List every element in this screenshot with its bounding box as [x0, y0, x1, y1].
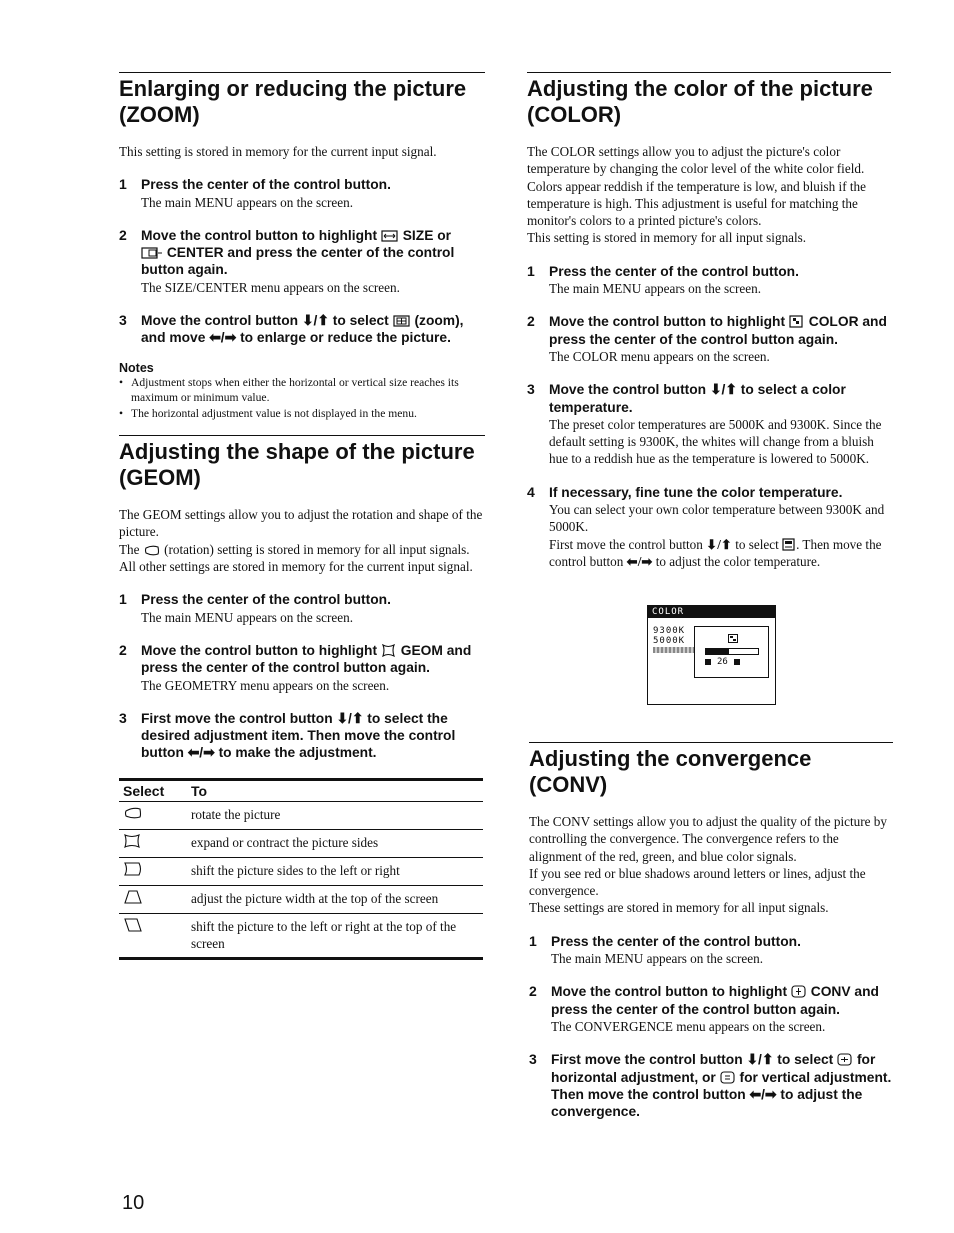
note-item: • The horizontal adjustment value is not displayed in the menu. — [119, 406, 485, 422]
step-number: 3 — [119, 312, 127, 329]
conv-step-1 — [529, 933, 893, 968]
step-heading-part: for horizontal adjustment, or — [551, 1052, 876, 1085]
zoom-title: Enlarging or reducing the picture (ZOOM) — [119, 76, 467, 127]
step-number: 4 — [527, 483, 535, 500]
step-text: The main MENU appears on the screen. — [141, 194, 354, 210]
step-heading-part: for vertical adjustment. Then move the control button — [551, 1069, 892, 1102]
conv-section — [529, 742, 893, 798]
osd-option: 5000K — [653, 636, 686, 646]
left-right-arrow-icon: ⬅/➡ — [187, 745, 215, 761]
geom-intro-2 — [119, 541, 485, 576]
step-heading-part: Move the control button to highlight — [549, 314, 786, 330]
step-number: 2 — [529, 983, 537, 1000]
step-heading: Press the center of the control button. — [141, 177, 391, 193]
osd-option: 9300K — [653, 626, 686, 636]
osd-value-row — [705, 657, 740, 667]
step-text-part: to select — [735, 536, 779, 552]
zoom-step-2 — [119, 227, 485, 296]
step-text-part: to adjust the color temperature. — [655, 553, 821, 569]
geom-section — [119, 435, 485, 491]
conv-intro-2: If you see red or blue shadows around letters or lines, adjust the convergence. — [529, 865, 866, 899]
step-number: 1 — [119, 591, 127, 608]
conv-step-2 — [529, 983, 893, 1035]
pin-balance-icon — [123, 862, 143, 876]
horizontal-conv-icon — [837, 1053, 853, 1066]
step-heading-part: to enlarge or reduce the picture. — [240, 330, 451, 346]
step-heading: Press the center of the control button. — [141, 592, 391, 608]
color-step-1 — [527, 263, 891, 298]
color-step-2 — [527, 313, 891, 365]
geom-intro: The GEOM settings allow you to adjust the rotation and shape of the picture. — [119, 507, 483, 540]
step-heading-part: Move the control button — [549, 382, 707, 398]
table-row — [119, 801, 483, 829]
step-heading-part: Move the control button to highlight — [551, 984, 788, 1000]
pincushion-icon — [123, 834, 143, 848]
trapezoid-icon — [123, 890, 143, 904]
step-number: 2 — [119, 226, 127, 243]
left-right-arrow-icon: ⬅/➡ — [209, 330, 237, 346]
table-cell: shift the picture sides to the left or right — [187, 857, 483, 885]
table-cell: adjust the picture width at the top of the screen — [187, 885, 483, 913]
color-menu-illustration — [647, 605, 776, 705]
step-heading — [141, 312, 485, 347]
zoom-intro: This setting is stored in memory for the current input signal. — [119, 144, 437, 159]
zoom-section — [119, 72, 485, 128]
color-step-3 — [527, 381, 891, 467]
color-icon — [789, 315, 805, 328]
size-icon — [381, 230, 399, 242]
table-row — [119, 829, 483, 857]
geom-step-2 — [119, 642, 485, 694]
step-text: The CONVERGENCE menu appears on the screen. — [551, 1018, 826, 1034]
geom-step-1 — [119, 591, 485, 626]
geom-title: Adjusting the shape of the picture (GEOM) — [119, 439, 475, 491]
osd-slider — [705, 648, 759, 655]
step-number: 1 — [527, 262, 535, 279]
step-text: The SIZE/CENTER menu appears on the screen. — [141, 279, 400, 295]
step-number: 3 — [529, 1051, 537, 1068]
conv-intro: The CONV settings allow you to adjust the quality of the picture by controlling the convergence. The convergence refers to the alignment of the red, green, and blue color signals. — [529, 814, 887, 864]
down-up-arrow-icon: ⬇/⬆ — [301, 313, 329, 329]
color-step-4 — [527, 484, 891, 570]
step-heading-part: to select a color temperature. — [549, 382, 846, 415]
step-text: The main MENU appears on the screen. — [551, 951, 764, 967]
step-text-part: First move the control button — [549, 536, 703, 552]
down-up-arrow-icon: ⬇/⬆ — [709, 382, 737, 398]
step-text: The preset color temperatures are 5000K and 9300K. Since the default setting is 9300K, the whites will change from a bluish hue to a reddish hue as the temperature is lowered to 5000K. — [549, 416, 882, 467]
step-text: The GEOMETRY menu appears on the screen. — [141, 677, 390, 693]
osd-minus-icon — [705, 659, 711, 665]
table-header-to: To — [187, 779, 483, 801]
osd-value: 26 — [717, 657, 728, 667]
zoom-step-3 — [119, 312, 485, 347]
step-text: The main MENU appears on the screen. — [141, 609, 354, 625]
zoom-step-1 — [119, 176, 485, 211]
step-number: 3 — [527, 381, 535, 398]
down-up-arrow-icon: ⬇/⬆ — [706, 536, 732, 552]
step-text: You can select your own color temperature between 9300K and 5000K. — [549, 502, 885, 535]
table-icon-cell — [119, 913, 187, 958]
step-heading — [141, 642, 485, 677]
left-right-arrow-icon: ⬅/➡ — [626, 553, 653, 569]
osd-adjust-window — [694, 626, 769, 678]
step-heading-part: to select — [332, 313, 389, 329]
parallelogram-icon — [123, 918, 143, 932]
step-heading-part: GEOM and press the center of the control button again. — [141, 642, 472, 676]
step-heading-part: CONV and press the center of the control button again. — [551, 984, 879, 1017]
conv-title: Adjusting the convergence (CONV) — [529, 746, 812, 797]
table-header-select: Select — [119, 779, 187, 801]
color-intro: The COLOR settings allow you to adjust the picture's color temperature by changing the color level of the white color field. Colors appear reddish if the temperature is low, and bluish if the temperature is high. This adjustment is useful for matching the monitor's colors to a printed picture's colors. — [527, 144, 866, 229]
step-heading-part: COLOR and press the center of the control button again. — [549, 314, 887, 347]
table-icon-cell — [119, 829, 187, 857]
step-heading — [141, 710, 485, 762]
rotation-icon — [143, 544, 161, 556]
osd-title: COLOR — [648, 606, 775, 618]
step-heading: If necessary, fine tune the color temperature. — [549, 484, 843, 500]
step-number: 2 — [119, 641, 127, 658]
geom-step-3 — [119, 710, 485, 762]
right-column — [527, 72, 891, 570]
step-heading-part: Move the control button to highlight — [141, 642, 378, 658]
osd-plus-icon — [734, 659, 740, 665]
conv-step-3 — [529, 1051, 893, 1120]
geom-intro-part: The — [119, 541, 140, 557]
step-heading-part: First move the control button — [141, 710, 333, 726]
osd-highlight — [653, 647, 695, 653]
vertical-conv-icon — [720, 1071, 736, 1084]
table-header-row — [119, 779, 483, 801]
step-heading — [549, 381, 891, 416]
conv-intro-3: These settings are stored in memory for all input signals. — [529, 900, 829, 916]
table-icon-cell — [119, 885, 187, 913]
step-text: The main MENU appears on the screen. — [549, 281, 762, 297]
table-icon-cell — [119, 857, 187, 885]
step-number: 1 — [529, 932, 537, 949]
step-heading-part: to adjust the convergence. — [551, 1086, 863, 1120]
page-number: 10 — [122, 1192, 145, 1214]
step-heading: Press the center of the control button. — [551, 933, 801, 949]
zoom-icon — [393, 315, 411, 327]
color-icon — [728, 634, 739, 644]
step-heading: Press the center of the control button. — [549, 263, 799, 279]
step-heading — [551, 1051, 893, 1120]
left-right-arrow-icon: ⬅/➡ — [749, 1086, 777, 1102]
step-heading — [141, 227, 485, 279]
center-icon — [141, 247, 163, 259]
step-heading-part: SIZE or — [402, 227, 452, 243]
geom-select-table — [119, 778, 483, 960]
step-heading-part: to make the adjustment. — [218, 745, 377, 761]
step-text — [549, 536, 891, 571]
table-cell: rotate the picture — [187, 801, 483, 829]
down-up-arrow-icon: ⬇/⬆ — [336, 710, 364, 726]
left-column — [119, 72, 485, 960]
down-up-arrow-icon: ⬇/⬆ — [746, 1052, 774, 1068]
step-text-part: . Then move the control button — [549, 536, 882, 569]
geom-icon — [381, 644, 397, 657]
notes-title: Notes — [119, 360, 154, 375]
conv-icon — [791, 985, 807, 998]
color-section — [527, 72, 891, 128]
step-heading-part: (zoom), and move — [141, 313, 464, 346]
zoom-notes — [119, 361, 485, 422]
step-heading-part: First move the control button — [551, 1052, 743, 1068]
step-number: 2 — [527, 313, 535, 330]
step-heading-part: Move the control button to highlight — [141, 227, 378, 243]
table-row — [119, 913, 483, 958]
step-heading — [551, 983, 893, 1018]
geom-intro-part: (rotation) setting is stored in memory for all input signals. All other settings are stored in memory for the current input signal. — [119, 541, 473, 575]
table-icon-cell — [119, 801, 187, 829]
table-cell: expand or contract the picture sides — [187, 829, 483, 857]
step-heading — [549, 313, 891, 348]
note-item: • Adjustment stops when either the horizontal or vertical size reaches its maximum or minimum value. — [119, 375, 485, 406]
rotation-icon — [123, 806, 143, 820]
step-number: 3 — [119, 709, 127, 726]
conv-column — [529, 742, 893, 1120]
step-heading-part: CENTER and press the center of the control button again. — [141, 245, 455, 278]
step-number: 1 — [119, 176, 127, 193]
table-cell: shift the picture to the left or right at the top of the screen — [187, 913, 483, 958]
color-temp-adjust-icon — [782, 538, 796, 551]
table-row — [119, 857, 483, 885]
table-row — [119, 885, 483, 913]
osd-slider-fill — [706, 649, 729, 654]
step-heading-part: to select the desired adjustment item. Then move the control button — [141, 710, 456, 761]
color-intro-2: This setting is stored in memory for all input signals. — [527, 230, 807, 246]
color-title: Adjusting the color of the picture (COLOR) — [527, 76, 873, 127]
step-heading-part: to select — [777, 1052, 834, 1068]
step-heading-part: Move the control button — [141, 313, 299, 329]
step-text: The COLOR menu appears on the screen. — [549, 348, 770, 364]
